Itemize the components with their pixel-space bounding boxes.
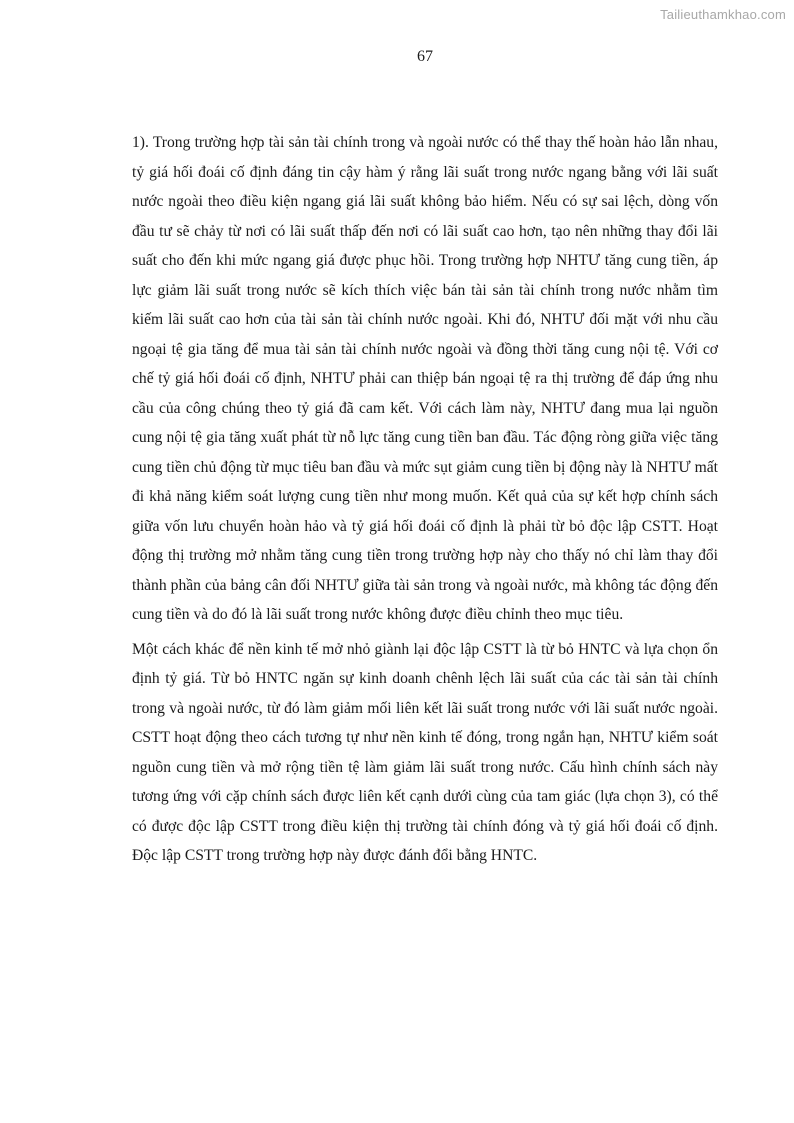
paragraph: 1). Trong trường hợp tài sản tài chính trong và ngoài nước có thể thay thế hoàn hảo lẫn nhau, tỷ giá hối đoái cố định đáng tin cậy hàm ý rằng lãi suất trong nước ngang bằng với lãi suất nước ngoài theo điều kiện ngang giá lãi suất không bảo hiểm. Nếu có sự sai lệch, dòng vốn đầu tư sẽ chảy từ nơi có lãi suất thấp đến nơi có lãi suất cao hơn, tạo nên những thay đổi lãi suất cho đến khi mức ngang giá được phục hồi. Trong trường hợp NHTƯ tăng cung tiền, áp lực giảm lãi suất trong nước sẽ kích thích việc bán tài sản tài chính trong nước nhằm tìm kiếm lãi suất cao hơn của tài sản tài chính nước ngoài. Khi đó, NHTƯ đối mặt với nhu cầu ngoại tệ gia tăng để mua tài sản tài chính nước ngoài và đồng thời tăng cung nội tệ. Với cơ chế tỷ giá hối đoái cố định, NHTƯ phải can thiệp bán ngoại tệ ra thị trường để đáp ứng nhu cầu của công chúng theo tỷ giá đã cam kết. Với cách làm này, NHTƯ đang mua lại nguồn cung nội tệ gia tăng xuất phát từ nỗ lực tăng cung tiền ban đầu. Tác động ròng giữa việc tăng cung tiền chủ động từ mục tiêu ban đầu và mức sụt giảm cung tiền bị động này là NHTƯ mất đi khả năng kiểm soát lượng cung tiền như mong muốn. Kết quả của sự kết hợp chính sách giữa vốn lưu chuyển hoàn hảo và tỷ giá hối đoái cố định là phải từ bỏ độc lập CSTT. Hoạt động thị trường mở nhằm tăng cung tiền trong trường hợp này cho thấy nó chỉ làm thay đổi thành phần của bảng cân đối NHTƯ giữa tài sản trong và ngoài nước, mà không tác động đến cung tiền và do đó là lãi suất trong nước không được điều chỉnh theo mục tiêu. [132, 134, 718, 623]
watermark: Tailieuthamkhao.com [660, 7, 786, 22]
paragraph: Một cách khác để nền kinh tế mở nhỏ giành lại độc lập CSTT là từ bỏ HNTC và lựa chọn ổn định tỷ giá. Từ bỏ HNTC ngăn sự kinh doanh chênh lệch lãi suất của các tài sản tài chính trong và ngoài nước, từ đó làm giảm mối liên kết lãi suất trong nước với lãi suất nước ngoài. CSTT hoạt động theo cách tương tự như nền kinh tế đóng, trong ngắn hạn, NHTƯ kiểm soát nguồn cung tiền và mở rộng tiền tệ làm giảm lãi suất trong nước. Cấu hình chính sách này tương ứng với cặp chính sách được liên kết cạnh dưới cùng của tam giác (lựa chọn 3), có thể có được độc lập CSTT trong điều kiện thị trường tài chính đóng và tỷ giá hối đoái cố định. Độc lập CSTT trong trường hợp này được đánh đổi bằng HNTC. [132, 640, 718, 864]
page-number: 67 [417, 48, 433, 65]
document-body [132, 128, 718, 876]
